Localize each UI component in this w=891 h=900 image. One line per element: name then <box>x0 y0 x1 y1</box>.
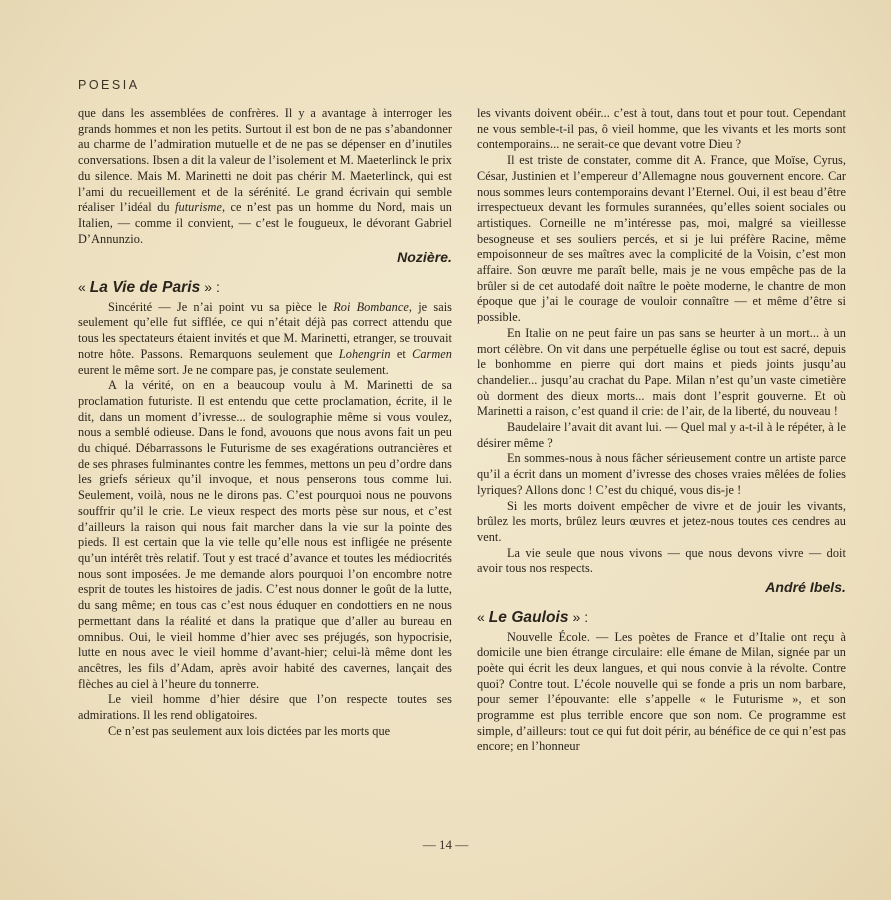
paragraph: Nouvelle École. — Les poètes de France et d’Italie ont reçu à domicile une bien étrange circulaire: elle émane de Milan, signée par un poète qui écrit les deux langues, et qui nous convie à la révolte. Contre quoi? Contre tout. L’école nouvelle qui se fonde a pris un nom barbare, pour semer l’épouvante: elle s’appelle « le Futurisme », et son programme est plus terrible encore que son nom. Ce programme est simple, d’ailleurs: tout ce qui fut doit périr, au bénéfice de ce qui n’est pas encore; en l’honneur <box>477 629 846 754</box>
paragraph: Sincérité — Je n’ai point vu sa pièce le Roi Bombance, je sais seulement qu’elle fut sifflée, ce qui n’était déjà pas correct attendu que tous les spectateurs étaient invités et que M. Marinetti, etranger, se trouvait notre hôte. Passons. Remarquons seulement que Lohengrin et Carmen eurent le même sort. Je ne compare pas, je constate seulement. <box>78 299 453 377</box>
section-heading-le-gaulois: « Le Gaulois » : <box>477 608 589 626</box>
paragraph: La vie seule que nous vivons — que nous devons vivre — doit avoir tous nos respects. <box>477 545 846 576</box>
paragraph: En Italie on ne peut faire un pas sans se heurter à un mort... à un mort célèbre. On vit dans une perpétuelle église ou tout est sacré, depuis le bonhomme en pierre qui dort mains et pieds joints jusqu’au chandelier... jusqu’au crachat du Pape. Milan n’est qu’un vaste cimetière où dorment des dieux morts... mais dont l’esprit gouverne. Et où Marinetti a raison, c’est quand il crie: de l’air, de la liberté, du nouveau ! <box>477 325 846 419</box>
paragraph: les vivants doivent obéir... c’est à tout, dans tout et pour tout. Cependant ne vous semble-t-il pas, ô vieil homme, que les vivants et les morts sont contemporains... ne serait-ce que devant votre Dieu ? <box>477 106 846 152</box>
paragraph: Si les morts doivent empêcher de vivre et de jouir les vivants, brûlez les morts, brûlez leurs œuvres et jetez-nous toutes ces cendres au vent. <box>477 498 846 544</box>
paragraph: En sommes-nous à nous fâcher sérieusement contre un artiste parce qu’il a écrit dans un moment d’ivresse des choses vraies mêlées de folies lyriques? Allons donc ! C’est du chiqué, vous dis-je ! <box>477 451 846 497</box>
right-column <box>477 106 846 755</box>
paragraph: Baudelaire l’avait dit avant lui. — Quel mal y a-t-il à le répéter, à le désirer même ? <box>477 420 846 450</box>
signature-andre-ibels: André Ibels. <box>765 579 846 596</box>
running-head: POESIA <box>78 78 140 92</box>
emphasis: futurisme <box>175 200 222 215</box>
paragraph: Le vieil homme d’hier désire que l’on respecte toutes ses admirations. Il les rend obligatoires. <box>78 692 452 723</box>
left-column <box>78 106 452 739</box>
section-heading-vie-de-paris: « La Vie de Paris » : <box>78 279 220 297</box>
paragraph: Il est triste de constater, comme dit A. France, que Moïse, Cyrus, César, Justinien et l’empereur d’Allemagne nous gouvernent encore. Car nous sommes leurs contemporains devant l’Eternel. Oui, il est beau d’être irrespectueux devant les formules surannées, qu’elles soient sociales ou artistiques. Corneille ne m’intéresse pas, moi, malgré sa vieillesse besogneuse et ses souliers percés, et si je lui préfère Racine, même empoisonneur de ses maîtres avec la complicité de la Voisin, c’est mon affaire. Son œuvre me paraît belle, mais je ne vous empêche pas de la brûler si de cet autodafé doit naître le poète moderne, le chantre de mon époque que j’ai le courage de vouloir connaître — et même d’être si possible. <box>477 153 846 325</box>
signature-noziere: Nozière. <box>397 249 452 266</box>
page-number: — 14 — <box>422 837 469 852</box>
paragraph: que dans les assemblées de confrères. Il y a avantage à interroger les grands hommes et non les petits. Surtout il est bon de ne pas s’abandonner au charme de l’admiration mutuelle et de ne pas se dépenser en d’inutiles conversations. Ibsen a dit la valeur de l’isolement et M. Maeterlinck le prix du silence. Mais M. Marinetti ne doit pas chérir M. Maeterlinck, qui est l’ami du recueillement et de la sérénité. Le grand écrivain qui semble réaliser l’idéal du futurisme, ce n’est pas un homme du Nord, mais un Italien, — comme il convient, — c’est le fougueux, le dévorant Gabriel D’Annunzio. <box>78 106 453 246</box>
paragraph: A la vérité, on en a beaucoup voulu à M. Marinetti de sa proclamation futuriste. Il est entendu que cette proclamation, écrite, il le dit, dans un moment d’ivresse... de soulographie même si vous voulez, nous a semblé odieuse. Dans le fond, avouons que nous avons fait un peu du chiqué. Débarrassons le Futurisme de ses exagérations outrancières et de ses phrases fulminantes contre les femmes, mettons un peu d’ordre dans les griefs sérieux qu’il invoque, et nous penserons tous comme lui. Seulement, voilà, nous ne le dirons pas. C’est pourquoi nous ne pouvons souffrir qu’il le crie. Le vieux respect des morts pèse sur nous, et c’est d’ailleurs la raison qui nous fait marcher dans la vie sur la pointe des pieds. Il est certain que la vie telle qu’elle nous est infligée ne présente qu’un intérêt très relatif. Tout y est tracé d’avance et toutes les médiocrités nous sont imposées. Je me demande alors pourquoi l’on encombre notre esprit de toutes les histoires de jadis. C’est nous donner le goût de la lutte, du sang même; en tous cas c’est nous éduquer en condottiers en ne nous permettant dans la réalité et dans la pratique que d’aller au bureau en omnibus. Oui, le vieil homme d’hier avec ses préjugés, son hypocrisie, lutte en nous avec le vieil homme d’avant-hier; celui-là même dont les ancêtres, les fils d’Adam, après avoir habité des cavernes, lançait des flèches au ciel à l’heure du tonnerre. <box>78 378 452 691</box>
paragraph: Ce n’est pas seulement aux lois dictées par les morts que <box>108 723 391 738</box>
